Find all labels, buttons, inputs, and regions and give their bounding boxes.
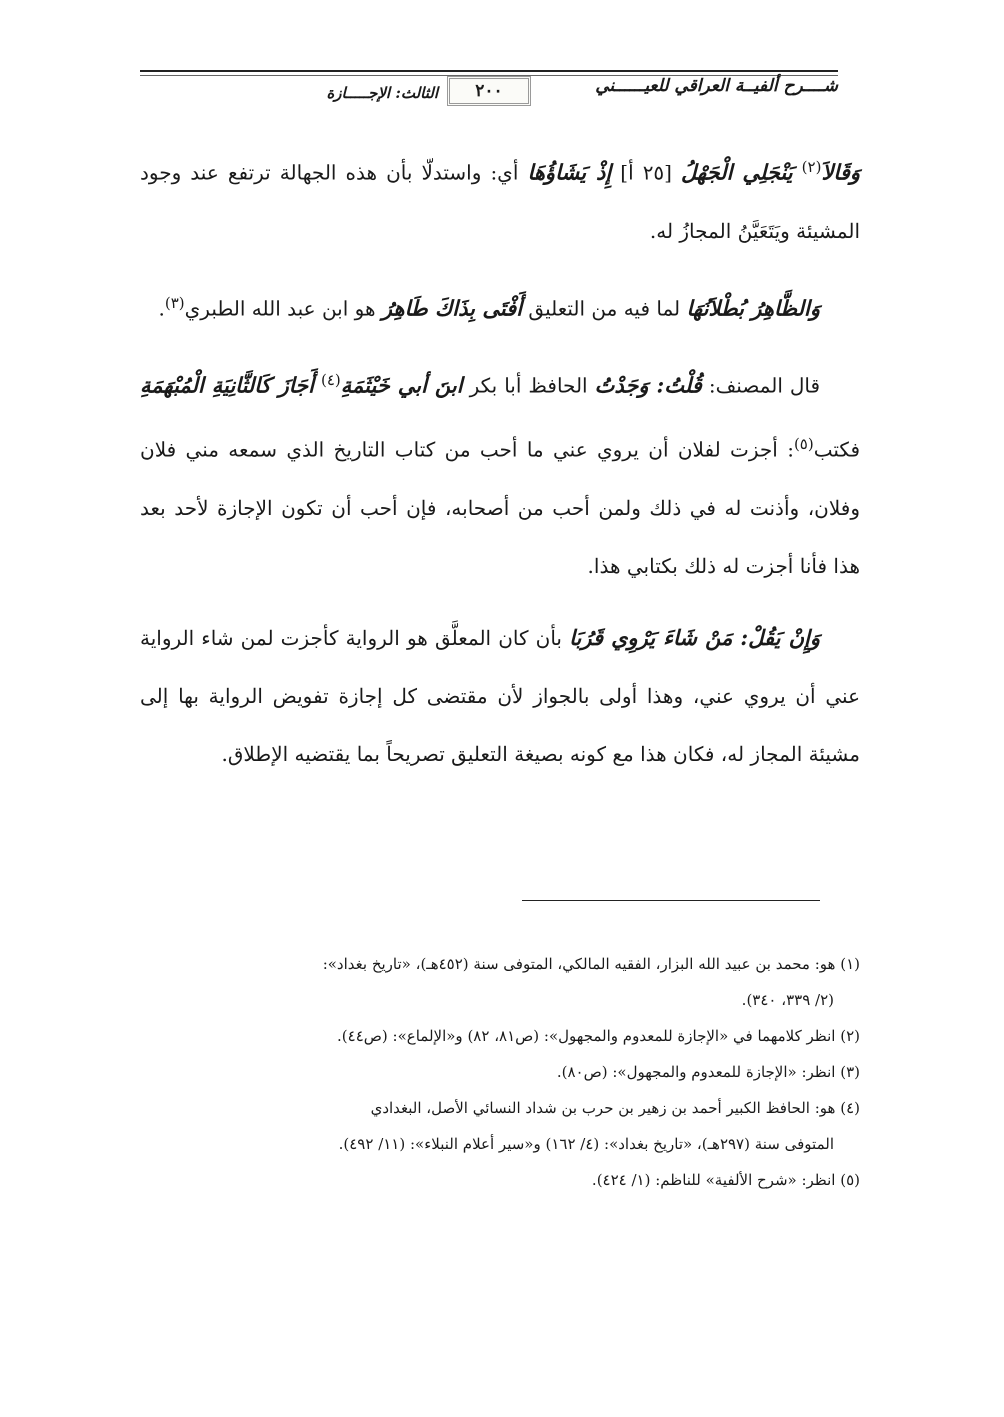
paragraph-1	[140, 138, 860, 260]
commentary-text: بأن كان المعلَّق هو الرواية كأجزت لمن شاء الرواية عني أن يروي عني، وهذا أولى بالجواز لأن مقتضى كل إجازة تفويض الرواية بها إلى مشيئة المجاز له، فكان هذا مع كونه بصيغة التعليق تصريحاً بما يقتضيه الإطلاق.	[140, 625, 860, 766]
commentary-text: الحافظ أبا بكر	[469, 373, 588, 398]
commentary-text: هو ابن عبد الله الطبري	[184, 296, 376, 321]
footnote-4: (٤) هو: الحافظ الكبير أحمد بن زهير بن حرب بن شداد النسائي الأصل، البغدادي	[370, 1099, 860, 1117]
chapter-title: الثالث: الإجـــــازة	[326, 84, 438, 102]
main-text	[140, 138, 860, 797]
footnote-4-cont: المتوفى سنة (٢٩٧هـ)، «تاريخ بغداد»: (٤/ ١٦٢) و«سير أعلام النبلاء»: (١١/ ٤٩٢).	[338, 1135, 834, 1153]
paragraph-3	[140, 351, 860, 594]
verse-quote: يَنْجَلِي الْجَهْلُ	[681, 159, 793, 185]
page-number: ٢٠٠	[447, 76, 531, 106]
footnote-1: (١) هو: محمد بن عبيد الله البزار، الفقيه المالكي، المتوفى سنة (٤٥٢هـ)، «تاريخ بغداد»:	[322, 955, 860, 973]
page-header	[140, 70, 838, 114]
commentary-text: : أجزت لفلان أن يروي عني ما أحب من كتاب التاريخ الذي سمعه مني فلان وفلان، وأذنت له في ذلك ولمن أحب من أصحابه، فإن أحب أن تكون الإجازة لأحد بعد هذا فأنا أجزت له ذلك بكتابي هذا.	[140, 437, 860, 578]
footnote-3: (٣) انظر: «الإجازة للمعدوم والمجهول»: (ص٨٠).	[556, 1063, 860, 1081]
commentary-text: فكتب	[813, 437, 860, 462]
footnote-separator	[522, 900, 820, 901]
header-rule	[140, 70, 838, 72]
verse-quote: إِذْ يَشَاؤُهَا	[527, 159, 612, 185]
verse-quote: أَجَازَ كَالثَّانِيَةِ الْمُبْهَمَةِ	[140, 372, 314, 398]
commentary-text: لما فيه من التعليق	[528, 296, 681, 321]
footnote-mark: (٥)	[793, 434, 814, 453]
verse-quote: ابنَ أبي خَيْثَمَةِ	[340, 372, 463, 398]
footnote-mark: (٢)	[801, 158, 822, 176]
verse-quote: أَفْتَى بِذَاكَ طَاهِرُ	[381, 295, 523, 321]
verse-quote: وَإِنْ يَقُلْ: مَنْ شَاءَ يَرْوِي قَرُبَا	[569, 624, 820, 650]
verse-quote: وَالظَّاهِرُ بُطْلاَنُهَا	[686, 295, 820, 321]
paragraph-2	[140, 274, 860, 338]
verse-quote: وَقَالاَ	[821, 159, 860, 185]
commentary-text: أي: واستدلّا بأن هذه الجهالة ترتفع عند وجود المشيئة ويَتَعَيَّنُ المجازُ له.	[140, 160, 860, 243]
book-title: شــــرح ألفيــة العراقي للعيــــــني	[595, 76, 838, 96]
paragraph-4	[140, 609, 860, 783]
footnote-mark: (٤)	[321, 371, 341, 390]
footnote-2: (٢) انظر كلامهما في «الإجازة للمعدوم والمجهول»: (ص٨١، ٨٢) و«الإلماع»: (ص٤٤).	[337, 1027, 860, 1045]
verse-quote: قُلْتُ: وَجَدْتُ	[594, 372, 702, 398]
commentary-text: .	[158, 296, 165, 321]
commentary-text: قال المصنف:	[708, 373, 821, 398]
footnote-mark: (٣)	[164, 293, 185, 312]
footnote-5: (٥) انظر: «شرح الألفية» للناظم: (١/ ٤٢٤).	[591, 1171, 860, 1189]
footnotes	[140, 946, 860, 1198]
footnote-1-cont: (٢/ ٣٣٩، ٣٤٠).	[741, 991, 834, 1009]
manuscript-ref: [٢٥ أ]	[620, 160, 672, 185]
